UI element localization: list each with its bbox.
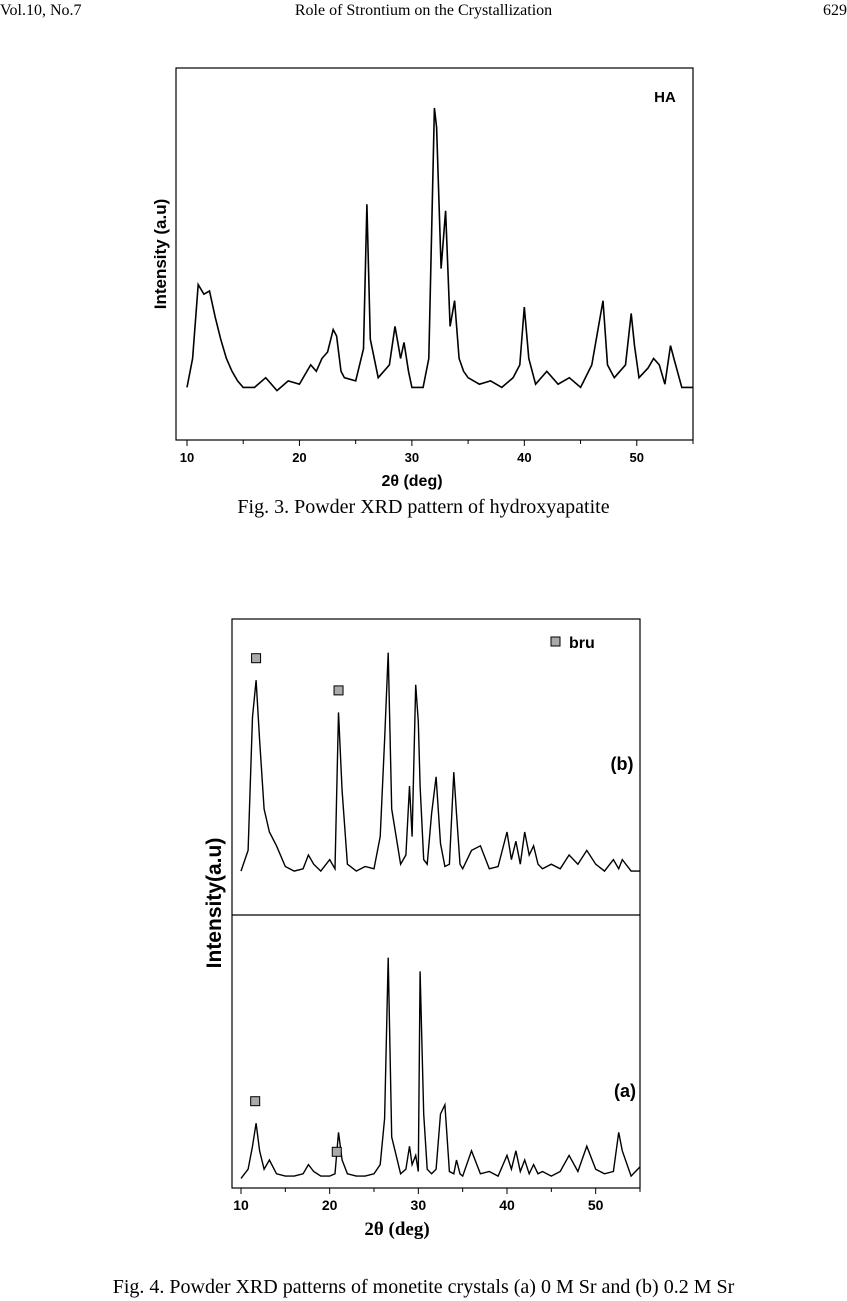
fig3-tick-label-10: 10 (179, 450, 195, 465)
fig4-series-b-line (241, 653, 640, 872)
figure-4-chart (203, 619, 640, 1240)
fig4-legend-label: bru (569, 635, 595, 652)
fig3-x-label-symbol: 2θ (381, 473, 399, 490)
fig4-tick-label-10: 10 (233, 1197, 249, 1213)
fig4-x-axis (233, 1188, 640, 1213)
fig4-bru-marker-1 (334, 686, 343, 695)
running-header-title: Role of Strontium on the Crystallization (294, 2, 553, 19)
fig4-y-axis-label: Intensity(a.u) (203, 837, 226, 969)
running-header-volume: Vol.10, No.7 (0, 2, 82, 19)
fig4-legend-marker (551, 637, 560, 646)
fig3-tick-label-20: 20 (292, 450, 307, 465)
fig3-tick-label-30: 30 (404, 450, 420, 465)
fig3-series-line (187, 108, 693, 391)
fig4-tick-label-30: 30 (410, 1197, 427, 1213)
fig4-x-axis-label: 2θ (deg) (364, 1219, 430, 1240)
fig4-series-b-label: (b) (610, 754, 634, 774)
fig4-tick-label-50: 50 (587, 1197, 604, 1213)
page-number: 629 (823, 2, 847, 19)
fig4-bru-marker-2 (251, 1097, 260, 1106)
fig4-series-a-label: (a) (614, 1081, 636, 1101)
fig3-x-axis-label (381, 473, 442, 490)
fig3-x-label-unit: (deg) (403, 473, 443, 490)
fig4-peak-markers (251, 654, 343, 1157)
fig4-tick-label-40: 40 (499, 1197, 515, 1213)
fig4-tick-label-20: 20 (321, 1197, 338, 1213)
fig3-y-axis-label: Intensity (a.u) (151, 198, 170, 310)
fig3-tick-label-40: 40 (517, 450, 532, 465)
figure-3-caption: Fig. 3. Powder XRD pattern of hydroxyapatite (237, 496, 610, 518)
fig4-plot-frame (232, 619, 640, 1188)
figure-3-chart (151, 68, 693, 490)
fig4-series-a-line (241, 958, 640, 1179)
fig4-bru-marker-3 (332, 1147, 341, 1156)
fig4-bru-marker-0 (252, 654, 261, 663)
fig3-series-label: HA (654, 89, 676, 106)
fig3-tick-label-50: 50 (629, 450, 645, 465)
fig3-x-axis (180, 440, 693, 465)
figure-4-caption: Fig. 4. Powder XRD patterns of monetite crystals (a) 0 M Sr and (b) 0.2 M Sr (112, 1276, 735, 1298)
